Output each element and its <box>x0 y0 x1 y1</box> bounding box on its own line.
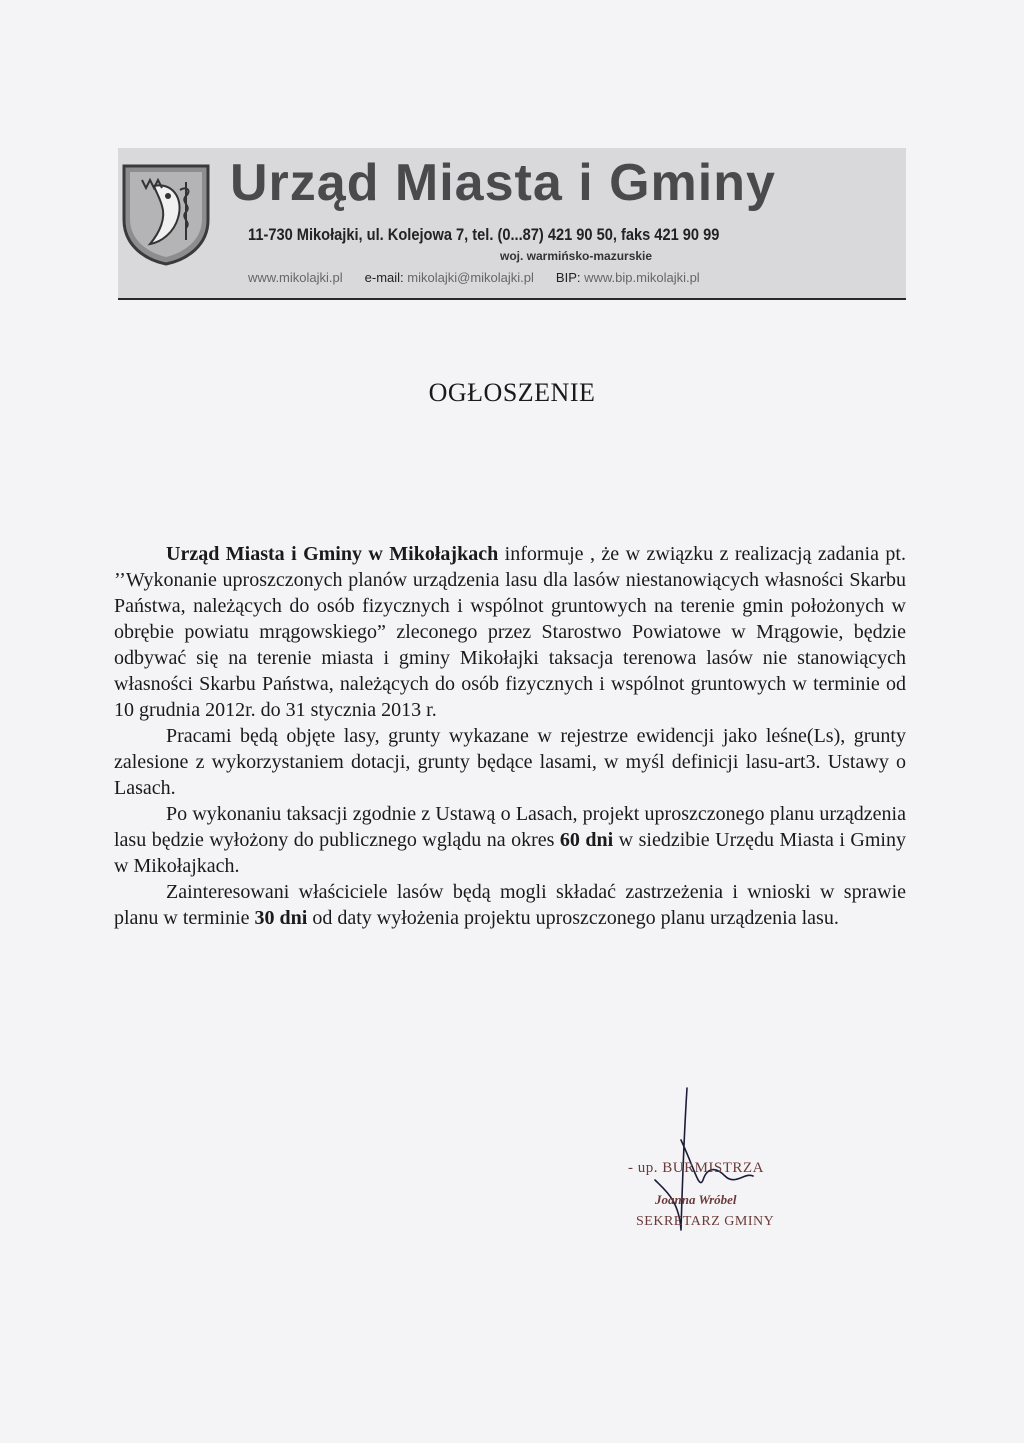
paragraph-4 <box>114 879 906 931</box>
period-30-days: 30 dni <box>254 907 308 929</box>
email-label: e-mail: <box>364 270 404 285</box>
bip-label: BIP: <box>555 270 581 285</box>
email-link[interactable]: mikolajki@mikolajki.pl <box>407 270 534 285</box>
paragraph-4-text-a: Zainteresowani właściciele lasów będą mogli składać zastrzeżenia i wnioski w sprawie planu w terminie <box>114 881 906 929</box>
paragraph-1 <box>114 541 906 723</box>
office-contacts <box>248 270 908 285</box>
letterhead-divider <box>118 298 906 300</box>
stamp-line-1: - up. BURMISTRZA <box>628 1160 764 1176</box>
period-60-days: 60 dni <box>559 829 614 851</box>
paragraph-3-text-a: Po wykonaniu taksacji zgodnie z Ustawą o Lasach, projekt uproszczonego planu urządzenia lasu będzie wyłożony do publicznego wglądu na okres <box>114 803 906 851</box>
announcement-body <box>114 541 906 931</box>
stamp-signatory: Joanna Wróbel <box>655 1192 737 1207</box>
office-region: woj. warmińsko-mazurskie <box>500 249 653 263</box>
website-link[interactable]: www.mikolajki.pl <box>248 270 343 285</box>
paragraph-1-text: informuje , że w związku z realizacją zadania pt. ’’Wykonanie uproszczonych planów urządzenia lasu dla lasów niestanowiących własności Skarbu Państwa, należących do osób fizycznych i wspólnot gruntowych na terenie gmin położonych w obrębie powiatu mrągowskiego” zleconego przez Starostwo Powiatowe w Mrągowie, będzie odbywać się na terenie miasta i gminy Mikołajki taksacja terenowa lasów nie stanowiących własności Skarbu Państwa, należących do osób fizycznych i wspólnot gruntowych w terminie od 10 grudnia 2012r. do 31 stycznia 2013 r. <box>114 543 906 721</box>
office-name: Urząd Miasta i Gminy <box>230 154 776 212</box>
bip-link[interactable]: www.bip.mikolajki.pl <box>584 270 700 285</box>
document-title: OGŁOSZENIE <box>428 378 596 407</box>
paragraph-4-text-b: od daty wyłożenia projektu uproszczonego planu urządzenia lasu. <box>307 907 839 929</box>
office-address: 11-730 Mikołajki, ul. Kolejowa 7, tel. (0...87) 421 90 50, faks 421 90 99 <box>248 225 720 244</box>
issuer-name: Urząd Miasta i Gminy w Mikołajkach <box>166 543 499 565</box>
paragraph-2: Pracami będą objęte lasy, grunty wykazane w rejestrze ewidencji jako leśne(Ls), grunty zalesione z wykorzystaniem dotacji, grunty będące lasami, w myśl definicji lasu-art3. Ustawy o Lasach. <box>114 725 906 799</box>
stamp-position: SEKRETARZ GMINY <box>636 1214 775 1229</box>
paragraph-3 <box>114 801 906 879</box>
fish-coat-of-arms-icon <box>120 162 212 266</box>
paragraph-3-text-b: w siedzibie Urzędu Miasta i Gminy w Mikołajkach. <box>114 829 906 877</box>
